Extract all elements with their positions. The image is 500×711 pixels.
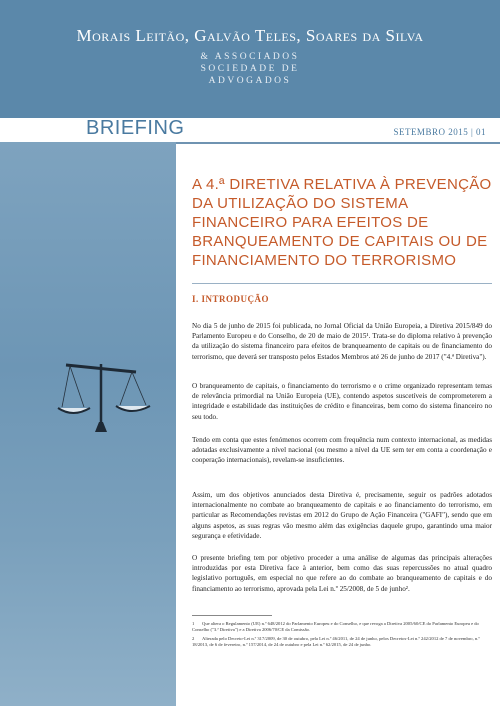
document-title: A 4.ª DIRETIVA RELATIVA À PREVENÇÃO DA UTILIZAÇÃO DO SISTEMA FINANCEIRO PARA EFEITOS DE BRANQUEAMENTO DE CAPITAIS OU DE FINANCIAMENTO DO TERRORISMO bbox=[192, 176, 492, 269]
paragraph-2: O branqueamento de capitais, o financiamento do terrorismo e o crime organizado representam temas de relevância primordial na União Europeia (UE), contendo aspetos suscetíveis de comprometerem a integridade e estabilidade das instituições de crédito e financeiras, bem como do sistema financeiro no seu todo. bbox=[192, 382, 492, 421]
footnote-divider bbox=[192, 615, 272, 616]
paragraph-3: Tendo em conta que estes fenómenos ocorrem com frequência num contexto internacional, as medidas adotadas exclusivamente a nível nacional (ou mesmo a nível da UE sem ter em conta a coordenação e cooperação internacionais), revelam-se insuficientes. bbox=[192, 436, 492, 465]
issue-date: SETEMBRO 2015 | 01 bbox=[393, 127, 486, 137]
scales-of-justice-icon bbox=[0, 142, 176, 706]
paragraph-5: O presente briefing tem por objetivo proceder a uma análise de algumas das principais alterações introduzidas por esta Diretiva face à anterior, bem como das suas repercussões no atual quadro legislativo português, em especial no que refere ao do combate ao branqueamento de capitais e do financiamento ao terrorismo, aprovada pela Lei n.º 25/2008, de 5 de junho². bbox=[192, 554, 492, 593]
footnote-number: 1 bbox=[192, 621, 195, 626]
footnote-text: Que altera o Regulamento (UE) n.º 648/2012 do Parlamento Europeu e do Conselho, e que revoga a Diretiva 2005/60/CE do Parlamento Europeu e do Conselho ("3.ª Diretiva") e a Diretiva 2006/70/CE da Comissão. bbox=[192, 621, 479, 632]
footnote-number: 2 bbox=[192, 636, 195, 641]
assoc-line-2: SOCIEDADE DE bbox=[200, 64, 300, 74]
paragraph-4: Assim, um dos objetivos anunciados desta Diretiva é, precisamente, seguir os padrões adotados internacionalmente no combate ao branqueamento de capitais e ao financiamento do terrorismo, em particular as Recomendações revistas em 2012 do Grupo de Ação Financeira ("GAFI"), sendo que em alguns aspetos, as suas regras vão mesmo além das exigências daquele grupo, garantindo uma maior segurança e efetividade. bbox=[192, 491, 492, 540]
assoc-line-3: ADVOGADOS bbox=[208, 76, 292, 86]
title-divider bbox=[192, 283, 492, 284]
briefing-label: BRIEFING bbox=[86, 117, 185, 139]
footnote-2 bbox=[192, 636, 492, 648]
firm-name: Morais Leitão, Galvão Teles, Soares da Silva bbox=[76, 26, 424, 45]
section-heading: I. INTRODUÇÃO bbox=[192, 294, 270, 304]
header-banner bbox=[0, 0, 500, 118]
footnote-1 bbox=[192, 621, 492, 633]
footnote-text: Alterada pelo Decreto-Lei n.º 317/2009, de 30 de outubro, pela Lei n.º 46/2011, de 24 de junho, pelos Decretos-Lei n.º 242/2012 de 7 de novembro, n.º 18/2013, de 6 de fevereiro, n.º 157/2014, de 24 de outubro e pela Lei n.º 62/2015, de 24 de junho. bbox=[192, 636, 480, 647]
scales-image-panel bbox=[0, 142, 176, 706]
paragraph-1: No dia 5 de junho de 2015 foi publicada, no Jornal Oficial da União Europeia, a Diretiva 2015/849 do Parlamento Europeu e do Conselho, de 20 de maio de 2015¹. Trata-se do diploma relativo à prevenção da utilização do sistema financeiro para efeitos de branqueamento de capitais ou de financiamento do terrorismo, que deverá ser transposto pelos Estados Membros até 26 de junho de 2017 ("4.ª Diretiva"). bbox=[192, 322, 492, 361]
assoc-line-1: & ASSOCIADOS bbox=[200, 52, 300, 62]
